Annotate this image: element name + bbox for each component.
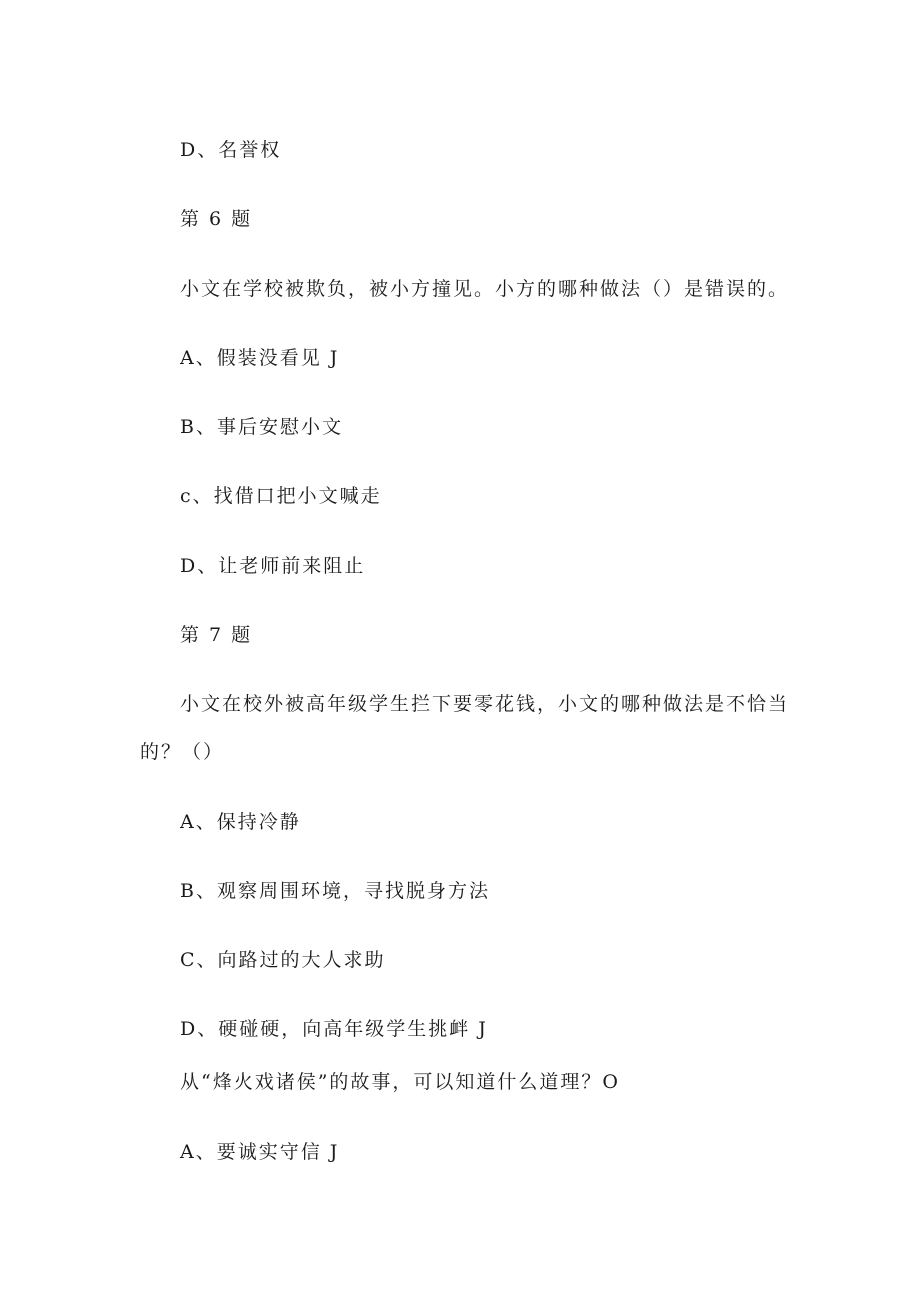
option-a-q6: A、假装没看见 J	[180, 347, 340, 369]
option-d-q7: D、硬碰硬，向高年级学生挑衅 J	[180, 1018, 488, 1040]
option-c-q6: c、找借口把小文喊走	[180, 485, 382, 507]
option-c-q7: C、向路过的大人求助	[180, 949, 386, 971]
option-d-q6: D、让老师前来阻止	[180, 555, 366, 577]
option-b-q7: B、观察周围环境，寻找脱身方法	[180, 880, 490, 902]
question-6-text: 小文在学校被欺负，被小方撞见。小方的哪种做法（）是错误的。	[180, 278, 790, 300]
question-6-heading: 第 6 题	[180, 208, 253, 230]
question-7-heading: 第 7 题	[180, 624, 253, 646]
question-8-text: 从“烽火戏诸侯”的故事，可以知道什么道理？O	[180, 1071, 621, 1093]
option-b-q6: B、事后安慰小文	[180, 416, 343, 438]
option-a-q8: A、要诚实守信 J	[180, 1141, 340, 1163]
option-d-q5: D、名誉权	[180, 139, 282, 161]
question-7-text-line2: 的？（）	[140, 741, 225, 763]
question-7-text-line1: 小文在校外被高年级学生拦下要零花钱，小文的哪种做法是不恰当	[180, 693, 790, 715]
option-a-q7: A、保持冷静	[180, 811, 301, 833]
